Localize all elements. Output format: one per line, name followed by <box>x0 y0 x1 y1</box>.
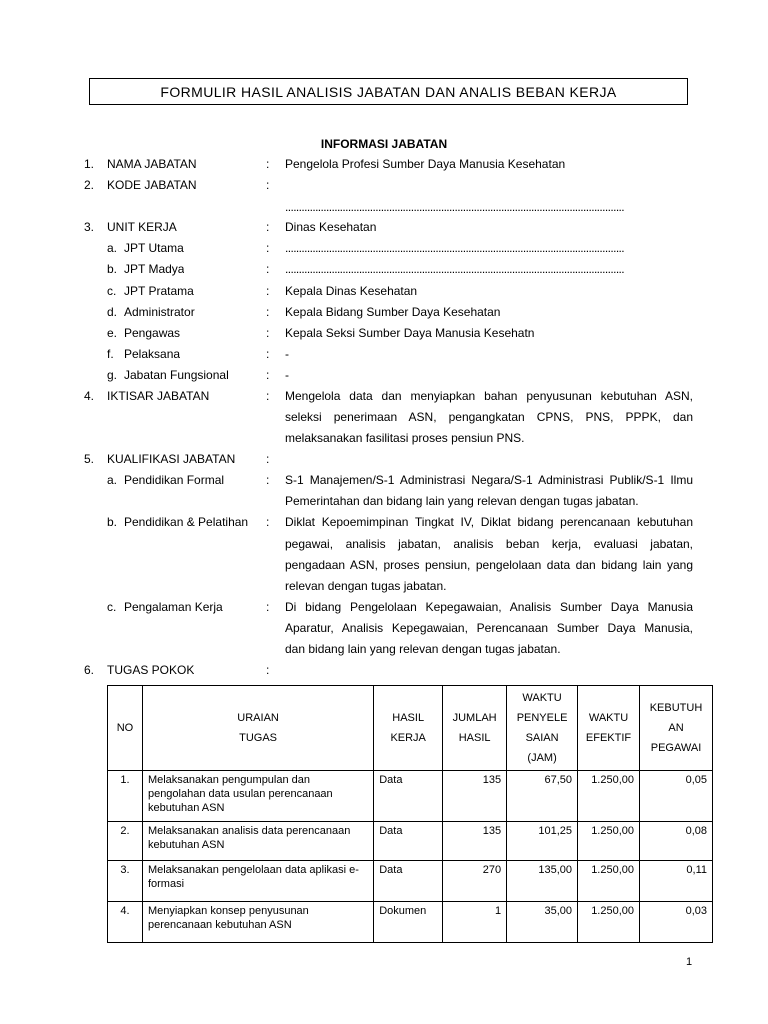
cell-hasil: Data <box>374 861 443 902</box>
cell-waktu: 101,25 <box>507 822 578 861</box>
page-number: 1 <box>686 956 693 968</box>
sub-item-pelaksana: f. Pelaksana <box>107 347 181 361</box>
item-label-iktisar-jabatan: IKTISAR JABATAN <box>107 389 210 403</box>
item-label-kualifikasi-jabatan: KUALIFIKASI JABATAN <box>107 452 236 466</box>
sub-item-pendidikan-pelatihan: b. Pendidikan & Pelatihan <box>107 515 249 529</box>
item-label-kode-jabatan: KODE JABATAN <box>107 178 197 192</box>
iktisar-line: Mengelola data dan menyiapkan bahan penyusunan kebutuhan ASN, <box>285 389 693 403</box>
header-uraian-tugas: URAIAN TUGAS <box>142 686 373 771</box>
colon: : <box>266 473 270 487</box>
cell-waktu: 67,50 <box>507 771 578 822</box>
cell-uraian: Melaksanakan analisis data perencanaan kebutuhan ASN <box>142 822 373 861</box>
cell-hasil: Dokumen <box>374 902 443 943</box>
header-kebutuhan-pegawai: KEBUTUH AN PEGAWAI <box>640 686 713 771</box>
pendidikan-formal-line: Pemerintahan dan bidang lain yang relevan dengan tugas jabatan. <box>285 494 639 508</box>
value-jpt-pratama: Kepala Dinas Kesehatan <box>285 284 418 298</box>
item-number: 4. <box>84 389 95 403</box>
cell-uraian: Menyiapkan konsep penyusunan perencanaan kebutuhan ASN <box>142 902 373 943</box>
cell-kebutuhan: 0,05 <box>640 771 713 822</box>
item-label-nama-jabatan: NAMA JABATAN <box>107 157 197 171</box>
cell-uraian: Melaksanakan pengumpulan dan pengolahan data usulan perencanaan kebutuhan ASN <box>142 771 373 822</box>
cell-uraian: Melaksanakan pengelolaan data aplikasi e- formasi <box>142 861 373 902</box>
cell-waktu: 35,00 <box>507 902 578 943</box>
value-jpt-utama-dots: ............................................................................................................................ <box>285 241 625 255</box>
colon: : <box>266 178 270 192</box>
colon: : <box>266 262 270 276</box>
colon: : <box>266 241 270 255</box>
value-pengawas: Kepala Seksi Sumber Daya Manusia Kesehatn <box>285 326 535 340</box>
item-label-unit-kerja: UNIT KERJA <box>107 220 177 234</box>
sub-item-pendidikan-formal: a. Pendidikan Formal <box>107 473 225 487</box>
header-jumlah-hasil: JUMLAH HASIL <box>443 686 507 771</box>
colon: : <box>266 452 270 466</box>
sub-item-pengalaman-kerja: c. Pengalaman Kerja <box>107 600 223 614</box>
pengalaman-kerja-line: Di bidang Pengelolaan Kepegawaian, Analisis Sumber Daya Manusia <box>285 600 693 614</box>
sub-item-pengawas: e. Pengawas <box>107 326 181 340</box>
item-number: 2. <box>84 178 95 192</box>
colon: : <box>266 389 270 403</box>
value-nama-jabatan: Pengelola Profesi Sumber Daya Manusia Kesehatan <box>285 157 566 171</box>
cell-efektif: 1.250,00 <box>578 902 640 943</box>
tugas-pokok-table <box>107 685 713 943</box>
cell-hasil: Data <box>374 822 443 861</box>
cell-jumlah: 135 <box>443 771 507 822</box>
cell-no: 1. <box>108 771 143 822</box>
iktisar-line: melaksanakan fasilitasi proses pensiun PNS. <box>285 431 525 445</box>
cell-efektif: 1.250,00 <box>578 861 640 902</box>
colon: : <box>266 157 270 171</box>
colon: : <box>266 368 270 382</box>
colon: : <box>266 347 270 361</box>
header-waktu-penyelesaian: WAKTU PENYELE SAIAN (JAM) <box>507 686 578 771</box>
cell-no: 4. <box>108 902 143 943</box>
pendidikan-pelatihan-line: Diklat Kepoemimpinan Tingkat IV, Diklat bidang perencanaan kebutuhan <box>285 515 693 529</box>
pendidikan-pelatihan-line: pegawai, analisis jabatan, analisis beban kerja, evaluasi jabatan, <box>285 537 693 551</box>
section-title: INFORMASI JABATAN <box>320 137 448 151</box>
table-header-row <box>108 686 713 771</box>
cell-efektif: 1.250,00 <box>578 822 640 861</box>
header-waktu-efektif: WAKTU EFEKTIF <box>578 686 640 771</box>
header-no: NO <box>108 686 143 771</box>
item-number: 1. <box>84 157 95 171</box>
iktisar-line: seleksi penerimaan ASN, pengangkatan CPNS, PNS, PPPK, dan <box>285 410 693 424</box>
pengalaman-kerja-line: dan bidang lain yang relevan dengan tugas jabatan. <box>285 642 561 656</box>
colon: : <box>266 326 270 340</box>
colon: : <box>266 515 270 529</box>
sub-item-administrator: d. Administrator <box>107 305 195 319</box>
item-number: 6. <box>84 663 95 677</box>
table-row <box>108 771 713 822</box>
sub-item-jpt-pratama: c. JPT Pratama <box>107 284 194 298</box>
cell-no: 2. <box>108 822 143 861</box>
value-pelaksana: - <box>285 347 289 361</box>
table-row <box>108 822 713 861</box>
cell-kebutuhan: 0,11 <box>640 861 713 902</box>
pendidikan-formal-line: S-1 Manajemen/S-1 Administrasi Negara/S-1 Administrasi Publik/S-1 Ilmu <box>285 473 693 487</box>
colon: : <box>266 600 270 614</box>
value-unit-kerja: Dinas Kesehatan <box>285 220 377 234</box>
pendidikan-pelatihan-line: relevan dengan tugas jabatan. <box>285 579 447 593</box>
colon: : <box>266 220 270 234</box>
cell-jumlah: 1 <box>443 902 507 943</box>
sub-item-jpt-utama: a. JPT Utama <box>107 241 184 255</box>
colon: : <box>266 284 270 298</box>
value-administrator: Kepala Bidang Sumber Daya Kesehatan <box>285 305 501 319</box>
item-number: 5. <box>84 452 95 466</box>
cell-kebutuhan: 0,08 <box>640 822 713 861</box>
value-jpt-madya-dots: ............................................................................................................................ <box>285 262 625 276</box>
cell-no: 3. <box>108 861 143 902</box>
item-number: 3. <box>84 220 95 234</box>
cell-waktu: 135,00 <box>507 861 578 902</box>
table-row <box>108 902 713 943</box>
cell-kebutuhan: 0,03 <box>640 902 713 943</box>
cell-jumlah: 270 <box>443 861 507 902</box>
value-kode-jabatan-dots: ............................................................................................................................ <box>285 200 625 214</box>
form-title: FORMULIR HASIL ANALISIS JABATAN DAN ANALIS BEBAN KERJA <box>89 78 688 105</box>
cell-jumlah: 135 <box>443 822 507 861</box>
cell-hasil: Data <box>374 771 443 822</box>
sub-item-jabatan-fungsional: g. Jabatan Fungsional <box>107 368 229 382</box>
sub-item-jpt-madya: b. JPT Madya <box>107 262 185 276</box>
value-jabatan-fungsional: - <box>285 368 289 382</box>
table-row <box>108 861 713 902</box>
header-hasil-kerja: HASIL KERJA <box>374 686 443 771</box>
pendidikan-pelatihan-line: pengadaan ASN, proses pensiun, pengelolaan data dan bidang lain yang <box>285 558 693 572</box>
colon: : <box>266 663 270 677</box>
colon: : <box>266 305 270 319</box>
item-label-tugas-pokok: TUGAS POKOK <box>107 663 195 677</box>
pengalaman-kerja-line: Aparatur, Analisis Kepegawaian, Perencanaan Sumber Daya Manusia, <box>285 621 693 635</box>
cell-efektif: 1.250,00 <box>578 771 640 822</box>
